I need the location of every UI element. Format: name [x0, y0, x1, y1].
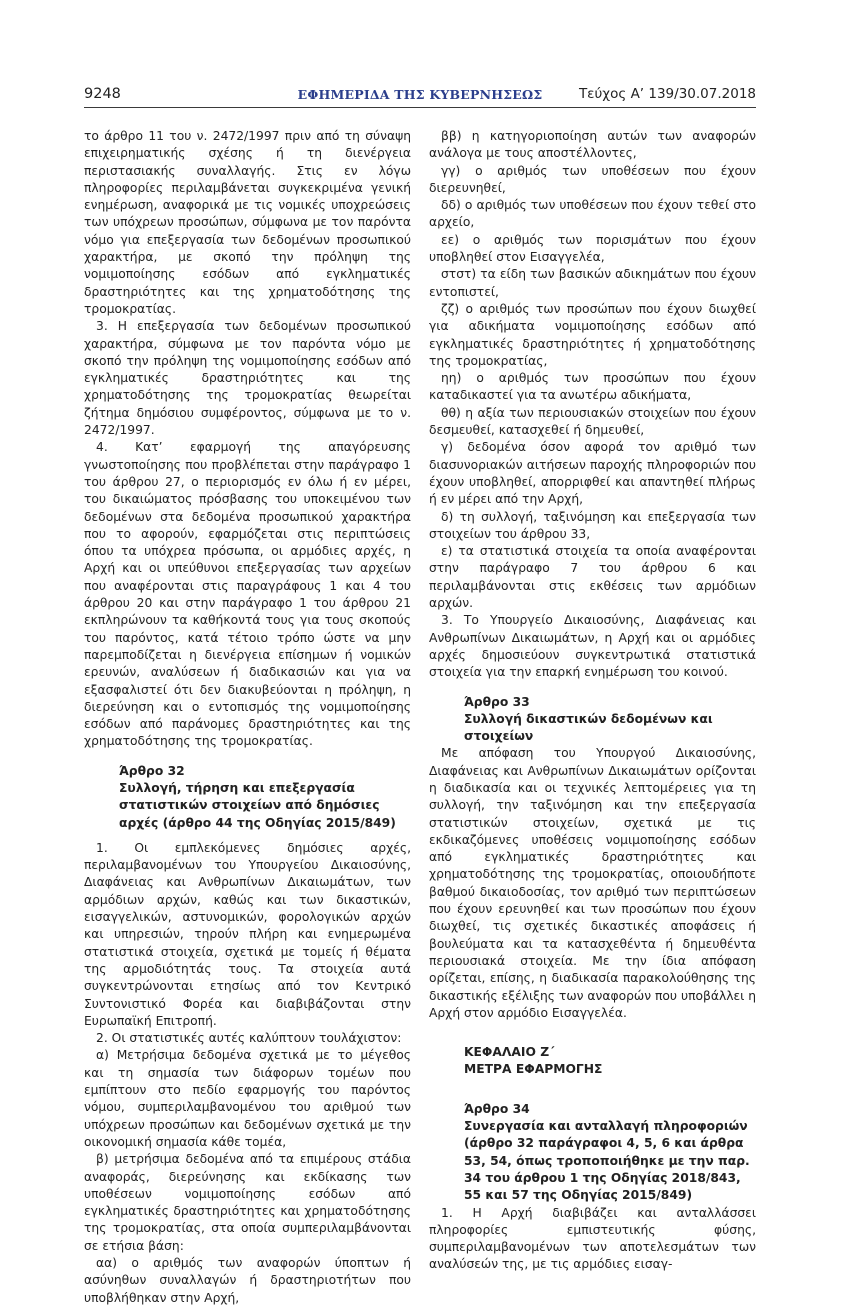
chapter-title: ΜΕΤΡΑ ΕΦΑΡΜΟΓΗΣ — [464, 1062, 603, 1077]
paragraph: θθ) η αξία των περιουσιακών στοιχείων που έχουν δεσμευθεί, κατασχεθεί ή δημευθεί, — [429, 405, 756, 438]
right-column — [429, 128, 756, 1274]
page-number: 9248 — [84, 86, 121, 102]
header-rule — [84, 107, 756, 108]
paragraph: α) Μετρήσιμα δεδομένα σχετικά με το μέγεθος και τη σημασία των διάφορων τομέων που εμπίπτουν στο πεδίο εφαρμογής του παρόντος νόμου, συμπεριλαμβανομένου του αριθμού των υπόχρεων προσώπων και δεδομένων σχετικά με την οικονομική σημασία κάθε τομέα, — [84, 1048, 411, 1149]
gazette-title: ΕΦΗΜΕΡΙΔΑ ΤΗΣ ΚΥΒΕΡΝΗΣΕΩΣ — [297, 87, 543, 102]
paragraph: 1. Οι εμπλεκόμενες δημόσιες αρχές, περιλαμβανομένων του Υπουργείου Δικαιοσύνης, Διαφάνειας και Ανθρωπίνων Δικαιωμάτων, των αρμόδιων αρχών, καθώς και των δικαστικών, εισαγγελικών, αστυνομικών, φορολογικών αρχών και υπηρεσιών, τηρούν πλήρη και ενημερωμένα στατιστικά στοιχεία, σχετικά με τομείς ή θέματα της αρμοδιότητάς τους. Τα στοιχεία αυτά συγκεντρώνονται ετησίως από τον Κεντρικό Συντονιστικό Φορέα και διαβιβάζονται στην Ευρωπαϊκή Επιτροπή. — [84, 840, 411, 1028]
page-header — [84, 86, 756, 104]
paragraph: αα) ο αριθμός των αναφορών ύποπτων ή ασύνηθων συναλλαγών ή δραστηριοτήτων που υποβλήθηκαν στην Αρχή, — [84, 1256, 411, 1305]
paragraph: ββ) η κατηγοριοποίηση αυτών των αναφορών ανάλογα με τους αποστέλλοντες, — [429, 129, 756, 161]
paragraph: στστ) τα είδη των βασικών αδικημάτων που έχουν εντοπιστεί, — [429, 267, 756, 299]
paragraph: γ) δεδομένα όσον αφορά τον αριθμό των διασυνοριακών αιτήσεων παροχής πληροφοριών που έχουν υποβληθεί, απορριφθεί και απαντηθεί πλήρως ή εν μέρει από την Αρχή, — [429, 440, 756, 507]
article-34-title: Συνεργασία και ανταλλαγή πληροφοριών (άρθρο 32 παράγραφοι 4, 5, 6 και άρθρα 53, 54, όπως τροποποιήθηκε με την παρ. 34 του άρθρου 1 της Οδηγίας 2018/843, 55 και 57 της Οδηγίας 2015/849) — [464, 1119, 750, 1203]
paragraph: το άρθρο 11 του ν. 2472/1997 πριν από τη σύναψη επιχειρηματικής σχέσης ή τη διενέργεια περιστασιακής συναλλαγής. Στις εν λόγω πληροφορίες περιλαμβάνεται συγκεκριμένα γενική ενημέρωση, αναφορικά με τις νομικές υποχρεώσεις των υπόχρεων προσώπων, σύμφωνα με τον παρόντα νόμο για επεξεργασία των δεδομένων προσωπικού χαρακτήρα, με σκοπό την πρόληψη της νομιμοποίησης εσόδων από εγκληματικές δραστηριότητες και της χρηματοδότησης της τρομοκρατίας. — [84, 129, 411, 316]
paragraph: γγ) ο αριθμός των υποθέσεων που έχουν διερευνηθεί, — [429, 163, 756, 195]
article-32-title: Συλλογή, τήρηση και επεξεργασία στατιστικών στοιχείων από δημόσιες αρχές (άρθρο 44 της Οδηγίας 2015/849) — [119, 780, 396, 830]
article-33-title: Συλλογή δικαστικών δεδομένων και στοιχείων — [464, 711, 713, 744]
paragraph: 3. Η επεξεργασία των δεδομένων προσωπικού χαρακτήρα, σύμφωνα με τον παρόντα νόμο με σκοπό την πρόληψη της νομιμοποίησης εσόδων από εγκληματικές δραστηριότητες και της χρηματοδότησης της τρομοκρατίας θεωρείται ζήτημα δημόσιου συμφέροντος, σύμφωνα με το ν. 2472/1997. — [84, 319, 411, 438]
chapter-heading: ΚΕΦΑΛΑΙΟ Ζ΄ — [464, 1045, 555, 1060]
paragraph: 3. Το Υπουργείο Δικαιοσύνης, Διαφάνειας και Ανθρωπίνων Δικαιωμάτων, η Αρχή και οι αρμόδιες αρχές δημοσιεύουν συγκεντρωτικά στατιστικά στοιχεία για την επαρκή ενημέρωση του κοινού. — [429, 613, 756, 680]
paragraph: δδ) ο αριθμός των υποθέσεων που έχουν τεθεί στο αρχείο, — [429, 198, 756, 230]
article-34-heading: Άρθρο 34 — [464, 1101, 530, 1116]
paragraph: δ) τη συλλογή, ταξινόμηση και επεξεργασία των στοιχείων του άρθρου 33, — [429, 509, 756, 541]
paragraph: β) μετρήσιμα δεδομένα από τα επιμέρους στάδια αναφοράς, διερεύνησης και εκδίκασης των υποθέσεων νομιμοποίησης εσόδων από εγκληματικές δραστηριότητες και χρηματοδότησης της τρομοκρατίας, στα οποία συμπεριλαμβάνονται σε ετήσια βάση: — [84, 1152, 411, 1253]
paragraph: ε) τα στατιστικά στοιχεία τα οποία αναφέρονται στην παράγραφο 7 του άρθρου 6 και περιλαμβάνονται στις εκθέσεις των αρμόδιων αρχών. — [429, 544, 756, 611]
left-column — [84, 128, 411, 1307]
paragraph: 1. Η Αρχή διαβιβάζει και ανταλλάσσει πληροφορίες εμπιστευτικής φύσης, συμπεριλαμβανομένων των αποτελεσμάτων των αναλύσεών της, με τις αρμόδιες εισαγ- — [429, 1205, 756, 1272]
paragraph: ζζ) ο αριθμός των προσώπων που έχουν διωχθεί για αδικήματα νομιμοποίησης εσόδων από εγκληματικές δραστηριότητες ή χρηματοδότησης της τρομοκρατίας, — [429, 301, 756, 368]
issue-info: Τεύχος Α’ 139/30.07.2018 — [578, 86, 756, 102]
paragraph: εε) ο αριθμός των πορισμάτων που έχουν υποβληθεί στον Εισαγγελέα, — [429, 232, 756, 265]
paragraph: ηη) ο αριθμός των προσώπων που έχουν καταδικαστεί για τα ανωτέρω αδικήματα, — [429, 371, 756, 403]
paragraph: 4. Κατ’ εφαρμογή της απαγόρευσης γνωστοποίησης που προβλέπεται στην παράγραφο 1 του άρθρου 27, ο περιορισμός εν όλω ή εν μέρει, του δικαιώματος πρόσβασης του υποκειμένου των δεδομένων στα δεδομένα προσωπικού χαρακτήρα που το αφορούν, εφαρμόζεται στις περιπτώσεις όπου τα υπόχρεα πρόσωπα, οι αρμόδιες αρχές, η Αρχή και οι υπεύθυνοι επεξεργασίας των αρχείων που αναφέρονται στις παραγράφους 1 και 4 του άρθρου 20 και στην παράγραφο 1 του άρθρου 21 εκπληρώνουν τα καθήκοντά τους για τους σκοπούς του παρόντος, κατά τέτοιο τρόπο ώστε να μην παρεμποδίζεται η διενέργεια επίσημων ή νομικών ερευνών, αναλύσεων ή διαδικασιών και για να εξασφαλιστεί ότι δεν διακυβεύονται η πρόληψη, η διερεύνηση και ο εντοπισμός της νομιμοποίησης εσόδων από παράνομες δραστηριότητες και της χρηματοδότησης της τρομοκρατίας. — [84, 440, 411, 749]
article-33-heading: Άρθρο 33 — [464, 694, 530, 709]
paragraph: Με απόφαση του Υπουργού Δικαιοσύνης, Διαφάνειας και Ανθρωπίνων Δικαιωμάτων ορίζονται η διαδικασία και οι τεχνικές λεπτομέρειες για τη συλλογή, την ταξινόμηση και την επεξεργασία στατιστικών στοιχείων, σχετικά με τις εκδικαζόμενες υποθέσεις νομιμοποίησης εσόδων από εγκληματικές δραστηριότητες και χρηματοδότησης της τρομοκρατίας, οποιουδήποτε βαθμού δικαιοδοσίας, τον αριθμό των περιπτώσεων που έχουν ερευνηθεί και των προσώπων που έχουν διωχθεί, τις σχετικές δικαστικές αποφάσεις ή βουλεύματα και τα κατασχεθέντα ή δημευθέντα περιουσιακά στοιχεία. Με την ίδια απόφαση ορίζεται, επίσης, η διαδικασία παρακολούθησης της δικαστικής εξέλιξης των αναφορών που υποβάλλει η Αρχή στον αρμόδιο Εισαγγελέα. — [429, 746, 757, 1020]
paragraph: 2. Οι στατιστικές αυτές καλύπτουν τουλάχιστον: — [96, 1031, 402, 1046]
article-32-heading: Άρθρο 32 — [119, 763, 185, 778]
